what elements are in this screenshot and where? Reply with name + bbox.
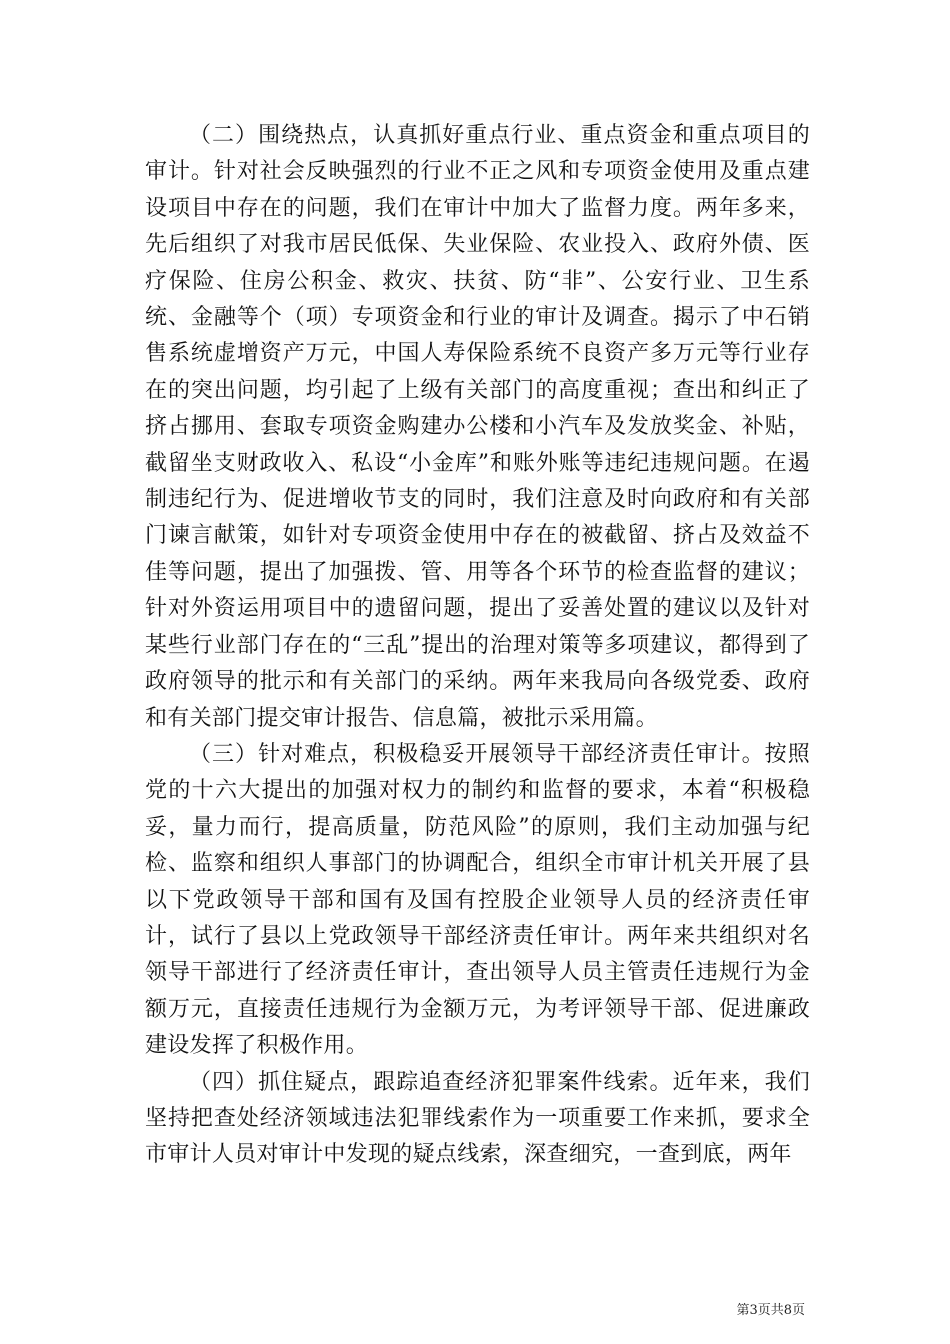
paragraph-leader-responsibility-audit: （三）针对难点，积极稳妥开展领导干部经济责任审计。按照党的十六大提出的加强对权力的制约和监督的要求，本着“积极稳妥，量力而行，提高质量，防范风险”的原则，我们主动加强与纪检、监察和组织人事部门的协调配合，组织全市审计机关开展了县以下党政领导干部和国有及国有控股企业领导人员的经济责任审计，试行了县以上党政领导干部经济责任审计。两年来共组织对名领导干部进行了经济责任审计，查出领导人员主管责任违规行为金额万元，直接责任违规行为金额万元，为考评领导干部、促进廉政建设发挥了积极作用。 (145, 741, 810, 1059)
page-number: 第3页共8页 (736, 1303, 805, 1318)
paragraph-key-industries-audit: （二）围绕热点，认真抓好重点行业、重点资金和重点项目的审计。针对社会反映强烈的行业不正之风和专项资金使用及重点建设项目中存在的问题，我们在审计中加大了监督力度。两年多来，先后组织了对我市居民低保、失业保险、农业投入、政府外债、医疗保险、住房公积金、救灾、扶贫、防“非”、公安行业、卫生系统、金融等个（项）专项资金和行业的审计及调查。揭示了中石销售系统虚增资产万元，中国人寿保险系统不良资产多万元等行业存在的突出问题，均引起了上级有关部门的高度重视；查出和纠正了挤占挪用、套取专项资金购建办公楼和小汽车及发放奖金、补贴，截留坐支财政收入、私设“小金库”和账外账等违纪违规问题。在遏制违纪行为、促进增收节支的同时，我们注意及时向政府和有关部门谏言献策，如针对专项资金使用中存在的被截留、挤占及效益不佳等问题，提出了加强拨、管、用等各个环节的检查监督的建议；针对外资运用项目中的遗留问题，提出了妥善处置的建议以及针对某些行业部门存在的“三乱”提出的治理对策等多项建议，都得到了政府领导的批示和有关部门的采纳。两年来我局向各级党委、政府和有关部门提交审计报告、信息篇，被批示采用篇。 (145, 123, 810, 731)
paragraph-economic-crime-clues: （四）抓住疑点，跟踪追查经济犯罪案件线索。近年来，我们坚持把查处经济领域违法犯罪线索作为一项重要工作来抓，要求全市审计人员对审计中发现的疑点线索，深查细究，一查到底，两年 (145, 1069, 810, 1168)
document-body (145, 118, 810, 1174)
